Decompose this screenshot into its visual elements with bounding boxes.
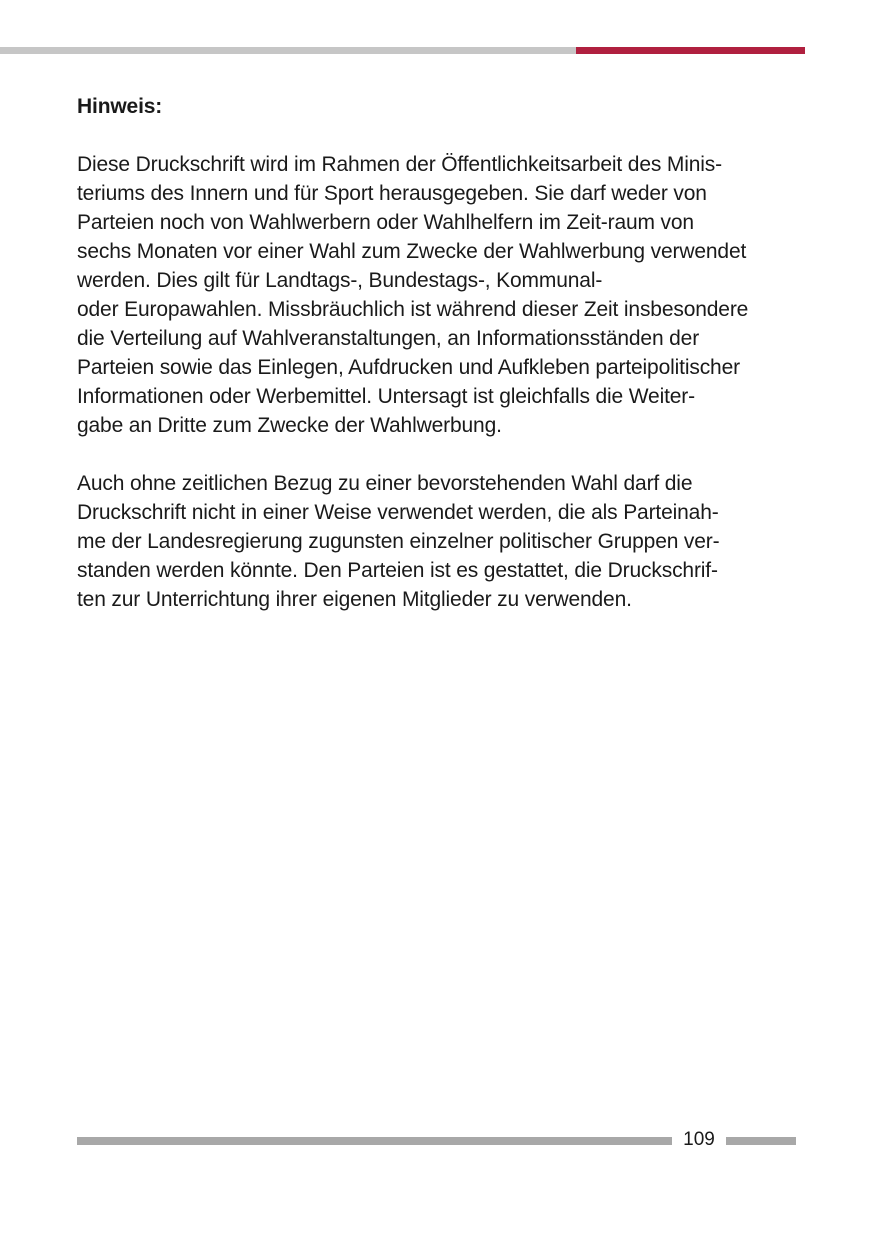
text-line: die Verteilung auf Wahlveranstaltungen, an Informationsständen der — [77, 327, 700, 350]
notice-paragraph-1 — [77, 150, 807, 440]
text-line: Druckschrift nicht in einer Weise verwendet werden, die als Parteinah- — [77, 501, 719, 524]
notice-paragraph-2 — [77, 469, 807, 614]
text-line: Auch ohne zeitlichen Bezug zu einer bevorstehenden Wahl darf die — [77, 472, 693, 495]
text-line: Informationen oder Werbemittel. Untersagt ist gleichfalls die Weiter- — [77, 385, 695, 408]
footer-rule-right — [726, 1137, 796, 1145]
text-line: Diese Druckschrift wird im Rahmen der Öffentlichkeitsarbeit des Minis- — [77, 153, 722, 176]
text-line: teriums des Innern und für Sport herausgegeben. Sie darf weder von — [77, 182, 707, 205]
notice-body — [77, 92, 807, 643]
text-line: sechs Monaten vor einer Wahl zum Zwecke der Wahlwerbung verwendet — [77, 240, 747, 263]
text-line: oder Europawahlen. Missbräuchlich ist während dieser Zeit insbesondere — [77, 298, 749, 321]
notice-heading: Hinweis: — [77, 95, 163, 118]
text-line: Parteien noch von Wahlwerbern oder Wahlhelfern im Zeit-raum von — [77, 211, 694, 234]
footer-rule-left — [77, 1137, 672, 1145]
page-number: 109 — [683, 1129, 715, 1150]
text-line: werden. Dies gilt für Landtags-, Bundestags-, Kommunal- — [77, 269, 603, 292]
text-line: gabe an Dritte zum Zwecke der Wahlwerbung. — [77, 414, 502, 437]
header-accent-rule — [576, 47, 805, 54]
text-line: ten zur Unterrichtung ihrer eigenen Mitglieder zu verwenden. — [77, 588, 632, 611]
text-line: me der Landesregierung zugunsten einzelner politischer Gruppen ver- — [77, 530, 720, 553]
header-rule — [0, 47, 576, 54]
text-line: standen werden könnte. Den Parteien ist es gestattet, die Druckschrif- — [77, 559, 718, 582]
text-line: Parteien sowie das Einlegen, Aufdrucken und Aufkleben parteipolitischer — [77, 356, 740, 379]
